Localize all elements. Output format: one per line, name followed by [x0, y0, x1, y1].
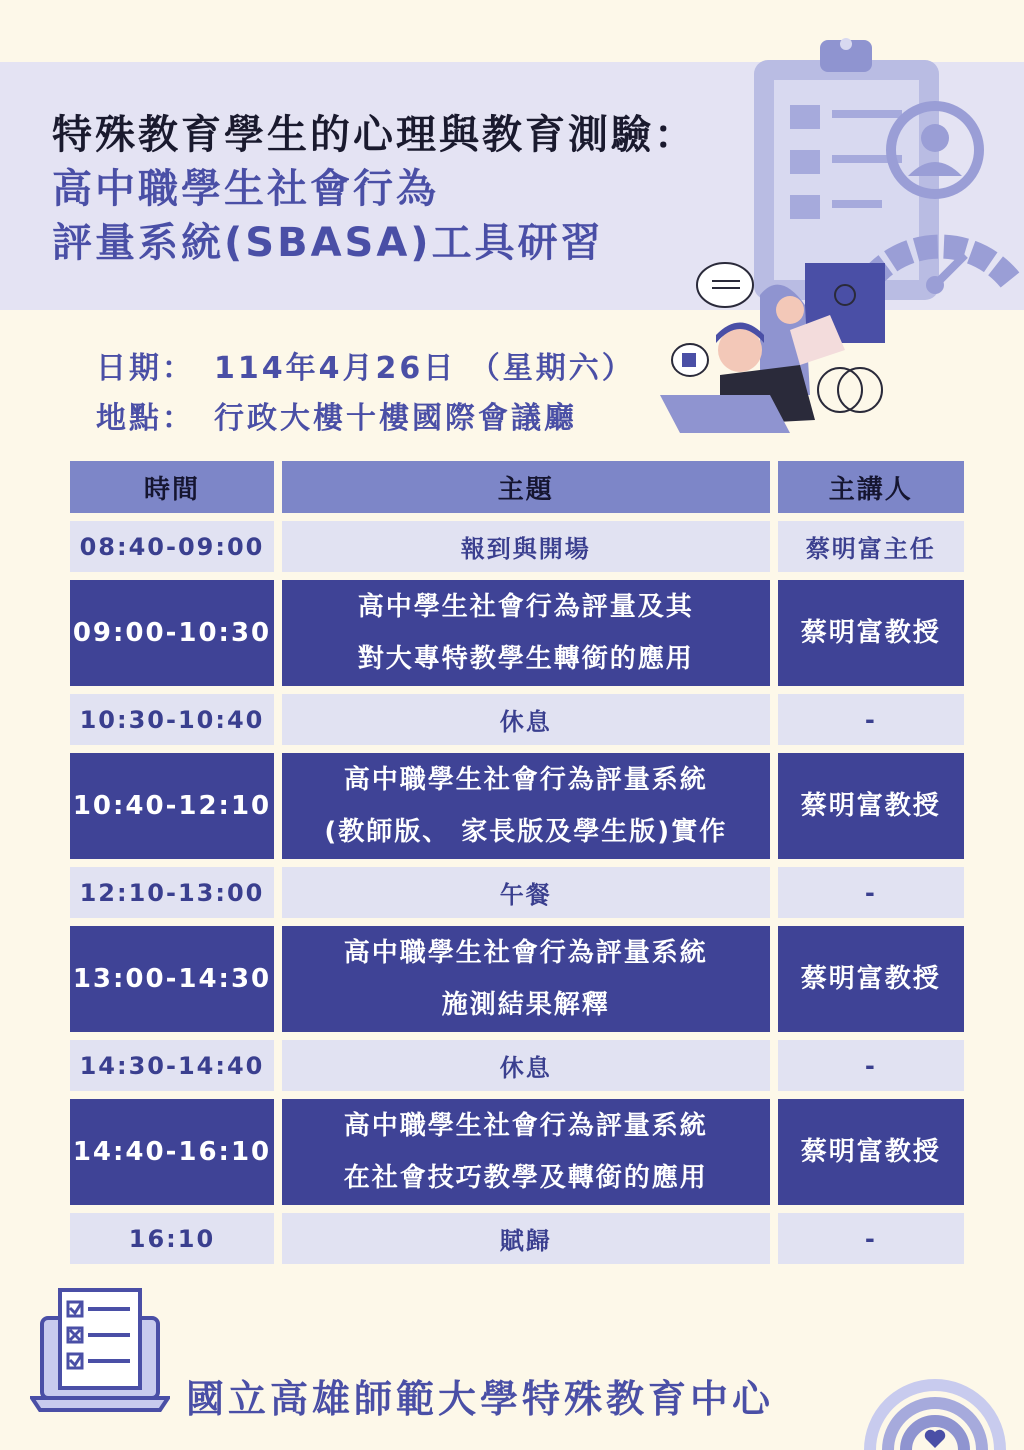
speaker-cell: - [778, 694, 964, 745]
time-cell: 08:40-09:00 [70, 521, 274, 572]
table-row [70, 694, 964, 745]
topic-line-1: 高中學生社會行為評量及其 [357, 592, 694, 622]
speaker-cell: - [778, 867, 964, 918]
table-row [70, 753, 964, 859]
speaker-cell: 蔡明富教授 [778, 1099, 964, 1205]
table-row [70, 580, 964, 686]
topic-cell: 休息 [282, 1040, 770, 1091]
speaker-cell: - [778, 1213, 964, 1264]
checklist-laptop-icon [30, 1288, 170, 1417]
speaker-cell: - [778, 1040, 964, 1091]
topic-line-2: (教師版、 家長版及學生版)實作 [324, 817, 728, 847]
header-topic: 主題 [282, 461, 770, 513]
table-row [70, 1040, 964, 1091]
table-header-row [70, 461, 964, 513]
time-cell: 13:00-14:30 [70, 926, 274, 1032]
date-label: 日期： [96, 351, 195, 386]
topic-line-2: 施測結果解釋 [441, 990, 610, 1020]
rainbow-heart-icon [860, 1360, 1010, 1450]
time-cell: 09:00-10:30 [70, 580, 274, 686]
topic-line-2: 對大專特教學生轉銜的應用 [357, 644, 694, 674]
place-label: 地點： [96, 401, 195, 436]
topic-line-2: 在社會技巧教學及轉銜的應用 [343, 1163, 708, 1193]
organization-name: 國立高雄師範大學特殊教育中心 [186, 1377, 775, 1421]
topic-cell: 報到與開場 [282, 521, 770, 572]
time-cell: 10:30-10:40 [70, 694, 274, 745]
time-cell: 10:40-12:10 [70, 753, 274, 859]
date-row [96, 344, 635, 394]
title-line-2: 高中職學生社會行為 [52, 166, 439, 212]
table-row [70, 867, 964, 918]
date-value: 114年4月26日 （星期六） [214, 351, 635, 386]
place-row [96, 394, 635, 444]
time-cell: 14:30-14:40 [70, 1040, 274, 1091]
topic-line-1: 高中職學生社會行為評量系統 [343, 1111, 708, 1141]
table-row [70, 1099, 964, 1205]
table-row [70, 926, 964, 1032]
header-speaker: 主講人 [778, 461, 964, 513]
speaker-cell: 蔡明富教授 [778, 753, 964, 859]
topic-line-1: 高中職學生社會行為評量系統 [343, 938, 708, 968]
topic-cell [282, 753, 770, 859]
page-title [52, 108, 697, 270]
topic-cell [282, 926, 770, 1032]
topic-cell [282, 1099, 770, 1205]
people-laptop-illustration [660, 255, 905, 444]
schedule-table [62, 453, 972, 1272]
speaker-cell: 蔡明富教授 [778, 926, 964, 1032]
speaker-cell: 蔡明富主任 [778, 521, 964, 572]
time-cell: 16:10 [70, 1213, 274, 1264]
table-row [70, 1213, 964, 1264]
table-row [70, 521, 964, 572]
topic-cell: 賦歸 [282, 1213, 770, 1264]
time-cell: 14:40-16:10 [70, 1099, 274, 1205]
speaker-cell: 蔡明富教授 [778, 580, 964, 686]
place-value: 行政大樓十樓國際會議廳 [214, 401, 577, 436]
topic-cell [282, 580, 770, 686]
title-line-3: 評量系統(SBASA)工具研習 [52, 220, 604, 266]
topic-line-1: 高中職學生社會行為評量系統 [343, 765, 708, 795]
time-cell: 12:10-13:00 [70, 867, 274, 918]
event-info [96, 344, 635, 444]
topic-cell: 休息 [282, 694, 770, 745]
title-line-1: 特殊教育學生的心理與教育測驗： [52, 112, 697, 158]
topic-cell: 午餐 [282, 867, 770, 918]
header-time: 時間 [70, 461, 274, 513]
